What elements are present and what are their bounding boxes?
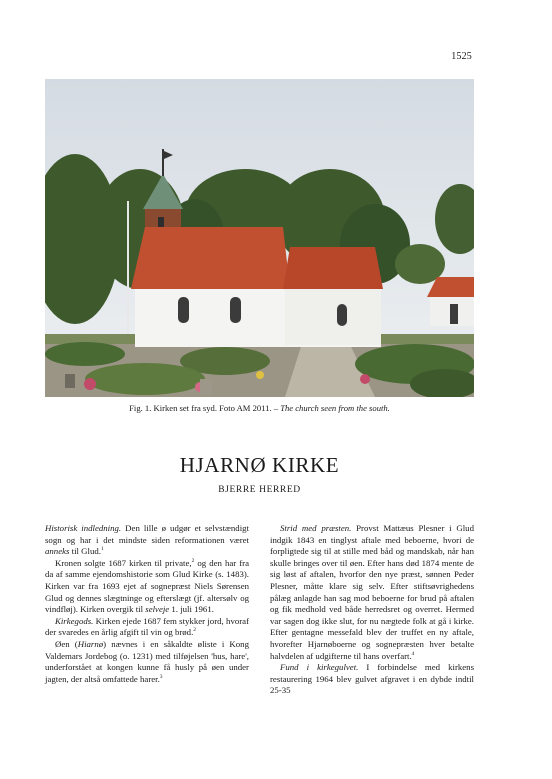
house — [427, 277, 474, 326]
paragraph: Kronen solgte 1687 kirken til private,$^2$ og den har fra da af samme ejendomshistorie som Glud Kirke (s. 1483). Kirken var fra 1693 ejet af sognepræst Niels Sørensen Glud og dennes slægtninge og efterslægt (jf. altersølv og vindfløj). Kirken overgik til selveje 1. juli 1961. — [45, 557, 249, 615]
paragraph: Øen (Hiarnø) nævnes i en såkaldte øliste i Kong Valdemars Jordebog (o. 1231) med tilføjelsen 'hus, hare', underforstået at kongen kunne få husly på øen under jagten, der altså omfattede harer.$^3$ — [45, 638, 249, 684]
paragraph: Kirkegods. Kirken ejede 1687 fem stykker jord, hvoraf der svaredes en årlig afgift til vin og brød.$^2$ — [45, 615, 249, 638]
paragraph: Strid med præsten. Provst Mattæus Plesner i Glud indgik 1843 en tinglyst aftale med beboerne, hvori de forpligtede sig til at stille med båd og mandskab, når han skulle bringes over til øen. Efter hans død 1874 mente de sig løst af aftalen, hvorfor den nye præst, sønnen Peder Plesner, måtte klare sig selv. Efter stiftsøvrighedens pålæg anlagde han sag mod beboerne for brud på aftalen og fik medhold ved både herredsret og overret. Hermed var sagen dog ikke slut, for nu nægtede folk at gå i kirke. Efter gentagne messefald blev der truffet en ny aftale, hvorefter Hjarnøboerne og sognepræsten hver betalte halvdelen af udgifterne til hans overfart.$^4$ — [270, 523, 474, 661]
page-title: HJARNØ KIRKE — [179, 453, 340, 477]
church-photo — [45, 79, 474, 397]
paragraph: Historisk indledning. Den lille ø udgør et selvstændigt sogn og har i det mindste siden reformationen været anneks til Glud.$^1$ — [45, 523, 249, 557]
page-number: 1525 — [451, 51, 472, 62]
figure-caption: Fig. 1. Kirken set fra syd. Foto AM 2011. – The church seen from the south. — [129, 403, 390, 413]
paragraph: Fund i kirkegulvet. I forbindelse med kirkens restaurering 1964 blev gulvet afgravet i en dybde indtil 25-35 — [270, 662, 474, 696]
page-subtitle: BJERRE HERRED — [218, 485, 301, 495]
right-column — [270, 523, 474, 697]
left-column — [45, 523, 249, 685]
